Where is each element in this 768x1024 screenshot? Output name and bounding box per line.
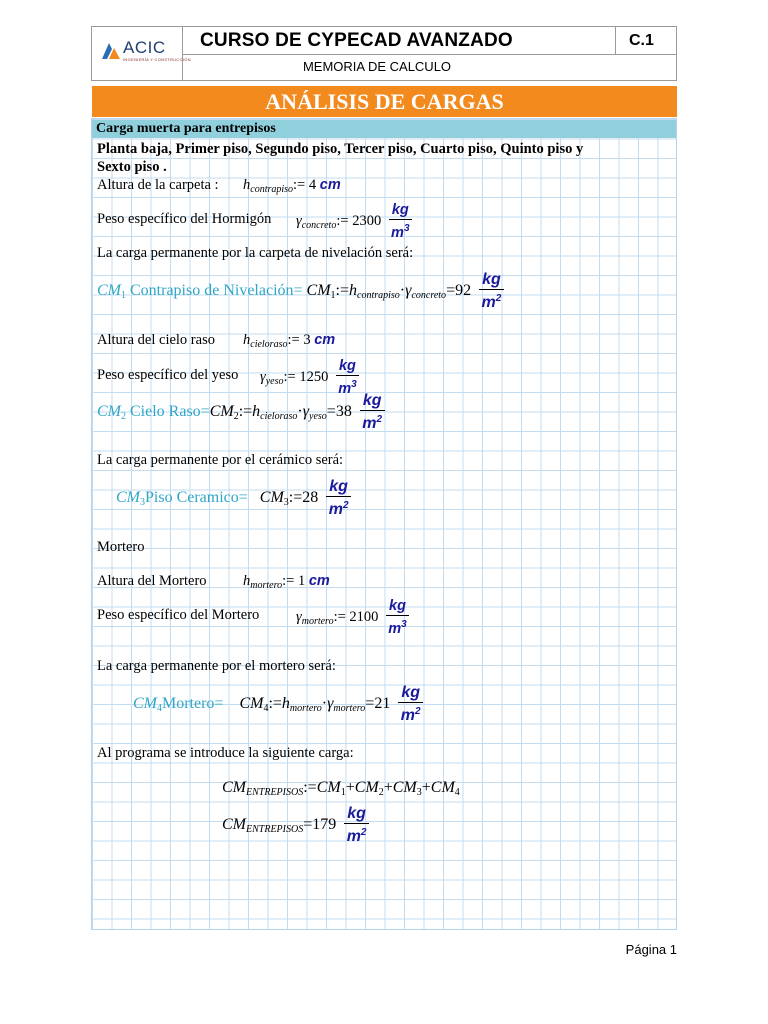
course-title: CURSO DE CYPECAD AVANZADO [200, 30, 513, 51]
yeso-weight-label: Peso específico del yeso [97, 367, 239, 383]
cm-entrepisos-value: 179 [312, 816, 337, 834]
unit-cm: cm [319, 177, 341, 193]
floors-line-2: Sexto piso . [97, 159, 167, 175]
program-load-label: Al programa se introduce la siguiente carga: [97, 745, 354, 761]
mortero-weight-label: Peso específico del Mortero [97, 607, 260, 623]
logo-tagline: INGENIERÍA Y CONSTRUCCIÓN [123, 57, 191, 62]
cm3-name: Piso Ceramico= [145, 489, 248, 507]
logo [92, 27, 191, 80]
unit-kg: kg [398, 684, 423, 703]
unit-m: m [388, 621, 402, 637]
ceramic-load-label: La carga permanente por el cerámico será: [97, 452, 344, 468]
unit-kg: kg [386, 597, 409, 616]
unit-m: m [362, 415, 377, 432]
gamma-concreto-value: 2300 [352, 212, 382, 229]
h-mortero-value: 1 [297, 573, 306, 589]
h-contrapiso-value: 4 [308, 177, 317, 193]
carpeta-height-label: Altura de la carpeta : [97, 177, 219, 193]
document-code: C.1 [629, 32, 654, 49]
h-mortero-formula: $h_{mortero}:= 1$ cm [243, 573, 330, 591]
unit-m: m [400, 707, 415, 724]
carpeta-load-label: La carga permanente por la carpeta de nivelación será: [97, 245, 414, 261]
cm4-value: 21 [374, 695, 391, 713]
gamma-mortero-value: 2100 [349, 608, 379, 625]
gamma-mortero-formula: $\gamma_{mortero}:= 2100$ $\frac{kg}{m^3}$ [296, 597, 409, 638]
document-header [91, 26, 677, 81]
unit-m: m [328, 501, 343, 518]
gamma-yeso-formula: $\gamma_{yeso}:= 1250$ $\frac{kg}{m^3}$ [260, 357, 359, 398]
hormigon-weight-label: Peso específico del Hormigón [97, 211, 272, 227]
unit-kg: kg [360, 392, 385, 411]
cm2-name: Cielo Raso= [130, 403, 210, 421]
unit-kg: kg [479, 271, 504, 290]
page-number: Página 1 [625, 942, 677, 957]
section-title: Carga muerta para entrepisos [92, 120, 676, 138]
cm3-formula: $CM_3Piso$ Ceramico= $CM_3:=28$ $\frac{kg}{m^2}$ [116, 478, 351, 519]
cm2-formula: $CM_2$ Cielo $Raso=CM_2:=h_{cieloraso}\cdot\gamma_{yeso}=38$ $\frac{kg}{m^2}$ [97, 392, 385, 433]
unit-kg: kg [389, 201, 412, 220]
mortero-height-label: Altura del Mortero [97, 573, 207, 589]
logo-text: ACIC [123, 38, 166, 57]
cm1-formula: $CM_1$ Contrapiso de Nivelación= $CM_1:=h_{contrapiso}\cdot\gamma_{concreto}=92$ $\frac{kg}{m^2}$ [97, 271, 504, 312]
h-cieloraso-value: 3 [303, 332, 311, 348]
unit-m: m [346, 828, 361, 845]
cm4-formula: $CM_4Mortero=$ $CM_4:=h_{mortero}\cdot\gamma_{mortero}=21$ $\frac{kg}{m^2}$ [133, 684, 423, 725]
cielo-height-label: Altura del cielo raso [97, 332, 215, 348]
cm3-value: 28 [302, 489, 319, 507]
h-contrapiso-formula: $h_{contrapiso}:= 4$ cm [243, 177, 341, 195]
cm2-value: 38 [335, 403, 352, 421]
mortero-title: Mortero [97, 539, 145, 555]
unit-kg: kg [336, 357, 359, 376]
gamma-yeso-value: 1250 [299, 368, 329, 385]
cm-entrepisos-result-formula: $CM_{ENTREPISOS}=179$ $\frac{kg}{m^2}$ [222, 805, 369, 846]
unit-kg: kg [344, 805, 369, 824]
floors-line-1: Planta baja, Primer piso, Segundo piso, Tercer piso, Cuarto piso, Quinto piso y [97, 141, 584, 157]
unit-m: m [391, 225, 404, 241]
cm4-name: Mortero= [162, 695, 224, 713]
h-cieloraso-formula: $h_{cieloraso}:= 3$ cm [243, 332, 336, 350]
cm1-name: Contrapiso de Nivelación= [130, 282, 303, 300]
document-subtitle: MEMORIA DE CALCULO [302, 59, 452, 74]
unit-m: m [338, 381, 352, 397]
unit-cm: cm [314, 332, 336, 348]
unit-m: m [481, 294, 496, 311]
mortero-load-label: La carga permanente por el mortero será: [97, 658, 336, 674]
cm1-value: 92 [455, 282, 472, 300]
cm-entrepisos-sum-formula: $CM_{ENTREPISOS}:=CM_1+CM_2+CM_3+CM_4$ [222, 779, 460, 798]
acic-logo-icon [100, 39, 122, 61]
unit-kg: kg [326, 478, 351, 497]
page-title: ANÁLISIS DE CARGAS [92, 86, 677, 117]
unit-cm: cm [308, 573, 330, 589]
gamma-concreto-formula: $\gamma_{concreto}:= 2300$ $\frac{kg}{m^3}$ [296, 201, 412, 242]
